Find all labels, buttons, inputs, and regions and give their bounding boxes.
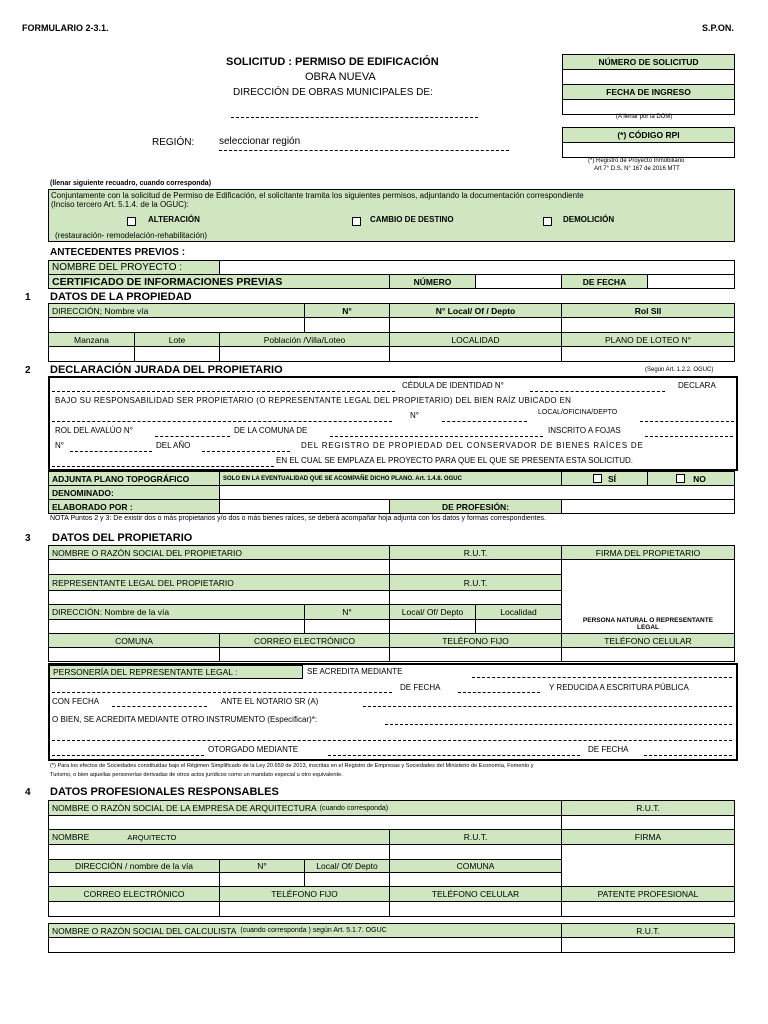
decl-bajo: BAJO SU RESPONSABILIDAD SER PROPIETARIO (O REPRESENTANTE LEGAL DEL PROPIETARIO) DEL BIEN RAÍZ UBICADO EN [55,396,572,405]
decl-n: N° [410,411,419,420]
profesion-label: DE PROFESIÓN: [389,499,562,514]
arq-celular-field[interactable] [389,901,562,917]
arq-fijo-label: TELÉFONO FIJO [219,886,390,902]
decl-ano-line[interactable] [202,451,290,452]
section-1-number: 1 [25,292,31,303]
pers-reducida: Y REDUCIDA A ESCRITURA PÚBLICA [549,683,689,692]
prop-n-field[interactable] [304,317,390,333]
permisos-line-2: (Inciso tercero Art. 5.1.4. de la OGUC): [51,200,189,209]
cambio-destino-label: CAMBIO DE DESTINO [370,215,454,224]
arq-local-label: Local/ Of/ Depto [304,859,390,873]
calculista-label-text: NOMBRE O RAZÓN SOCIAL DEL CALCULISTA [52,925,237,936]
prop-manzana-field[interactable] [48,346,135,362]
arq-firma-label: FIRMA [561,829,735,845]
cip-numero-label: NÚMERO [389,274,476,289]
cip-fecha-label: DE FECHA [561,274,648,289]
pers-notario: ANTE EL NOTARIO SR (A) [221,697,319,706]
pers-con-fecha: CON FECHA [52,697,100,706]
prop-n-label: N° [304,303,390,318]
prop-rut-field[interactable] [389,559,562,575]
codigo-rpi-field[interactable] [562,142,735,158]
pers-con-fecha-line[interactable] [112,706,207,707]
prop-poblacion-field[interactable] [219,346,390,362]
personeria-label: PERSONERÍA DEL REPRESENTANTE LEGAL : [49,665,303,679]
prop-rol-label: Rol SII [561,303,735,318]
arq-nombre-label [48,829,390,845]
plano-si-label: SÍ [607,473,617,484]
pers-fecha-line-2[interactable] [644,755,732,756]
decl-en-el-cual: EN EL CUAL SE EMPLAZA EL PROYECTO PARA QUE EL QUE SE PRESENTA ESTA SOLICITUD. [276,456,633,465]
cambio-destino-checkbox[interactable] [352,217,361,226]
prop-local-label: N° Local/ Of / Depto [389,303,562,318]
cip-numero-field[interactable] [475,274,562,289]
acredita-label: SE ACREDITA MEDIANTE [307,667,403,676]
calculista-label [48,923,562,938]
arq-patente-label: PATENTE PROFESIONAL [561,886,735,902]
pers-de-fecha: DE FECHA [400,683,441,692]
decl-fojas-line[interactable] [645,436,733,437]
prop-nombre-label: NOMBRE O RAZÓN SOCIAL DEL PROPIETARIO [48,545,390,560]
region-label: REGIÓN: [152,137,195,148]
arq-arquitecto-text: ARQUITECTO [127,832,177,842]
plano-si-checkbox[interactable] [593,474,602,483]
acredita-line[interactable] [472,677,732,678]
acredita-line-2[interactable] [52,692,392,693]
elaborado-field[interactable] [219,499,390,514]
decl-n2-line[interactable] [70,451,152,452]
decl-nombre-line[interactable] [52,391,395,392]
pers-fecha-line[interactable] [458,692,540,693]
nota-puntos: NOTA Puntos 2 y 3: De existir dos o más propietarios y/o dos o más bienes raíces, se deberá acompañar hoja adjunta con los datos y formas correspondientes. [50,515,546,522]
legal-text: LEGAL [636,624,660,631]
calculista-rut-field[interactable] [561,937,735,953]
rpi-note-2: Art 7° D.S. N° 167 de 2016 MTT [594,166,680,172]
region-underline [219,150,509,151]
permisos-note: (llenar siguiente recuadro, cuando corresponda) [50,180,212,187]
section-4-title: DATOS PROFESIONALES RESPONSABLES [50,786,279,798]
numero-solicitud-label: NÚMERO DE SOLICITUD [562,54,735,70]
prop3-comuna-field[interactable] [48,647,220,662]
section-4-number: 4 [25,787,31,798]
cip-label: CERTIFICADO DE INFORMACIONES PREVIAS [48,274,390,289]
decl-inscrito: INSCRITO A FOJAS [548,426,621,435]
prop-lote-label: Lote [134,332,220,347]
denominado-field[interactable] [219,485,735,500]
pers-otorgado: OTORGADO MEDIANTE [208,745,299,754]
prop3-celular-label: TELÉFONO CELULAR [561,633,735,648]
section-2-ref: (Según Art. 1.2.2. OGUC) [645,367,714,373]
arq-firma-field[interactable] [561,844,735,887]
decl-ano: DEL AÑO [156,441,191,450]
decl-comuna-line[interactable] [330,436,543,437]
cip-fecha-field[interactable] [647,274,735,289]
form-title: SOLICITUD : PERMISO DE EDIFICACIÓN [226,56,439,68]
rep-rut-field[interactable] [389,590,562,605]
alteracion-sub: (restauración- remodelación-rehabilitación) [55,231,208,240]
arq-direccion-field[interactable] [48,872,220,887]
denominado-label: DENOMINADO: [48,485,220,500]
pers-obien: O BIEN, SE ACREDITA MEDIANTE OTRO INSTRUMENTO (Especificar)*: [52,715,318,724]
decl-local-line[interactable] [640,421,734,422]
decl-cedula: CÉDULA DE IDENTIDAD N° [402,381,504,390]
rep-rut-label: R.U.T. [389,574,562,591]
prop3-local-field[interactable] [389,619,476,634]
decl-local: LOCAL/OFICINA/DEPTO [538,409,618,416]
empresa-rut-field[interactable] [561,815,735,830]
pers-obien-line[interactable] [385,724,732,725]
adjunta-plano-note: SOLO EN LA EVENTUALIDAD QUE SE ACOMPAÑE DICHO PLANO. Art. 1.4.8. OGUC [219,471,562,486]
prop-direccion-label: DIRECCIÓN; Nombre vía [48,303,305,318]
footnote-1: (*) Para los efectos de Sociedades constituidas bajo el Régimen Simplificado de la Ley 20.659 de 2013, inscritas en el Registro de Empresas y Sociedades del Ministerio de Economía, Fomento y [50,763,534,769]
plano-no-label: NO [693,473,706,484]
decl-n-line[interactable] [442,421,527,422]
prop3-local-label: Local/ Of/ Depto [389,604,476,620]
arq-fijo-field[interactable] [219,901,390,917]
elaborado-label: ELABORADO POR : [48,499,220,514]
prop-nombre-field[interactable] [48,559,390,575]
profesion-field[interactable] [561,499,735,514]
arq-rut-label: R.U.T. [389,829,562,845]
nombre-proyecto-label: NOMBRE DEL PROYECTO : [48,260,220,275]
rpi-note-1: (*) Registro de Proyecto Inmobiliario [588,158,685,164]
pers-obien-line-2[interactable] [52,740,732,741]
prop3-fijo-label: TELÉFONO FIJO [389,633,562,648]
arq-rut-field[interactable] [389,844,562,860]
rep-legal-label: REPRESENTANTE LEGAL DEL PROPIETARIO [48,574,390,591]
prop3-n-field[interactable] [304,619,390,634]
dom-label: DIRECCIÓN DE OBRAS MUNICIPALES DE: [233,87,433,98]
prop3-fijo-field[interactable] [389,647,562,662]
decl-rol: ROL DEL AVALÚO N° [55,426,133,435]
prop-lote-field[interactable] [134,346,220,362]
arq-nombre-field[interactable] [48,844,390,860]
arq-direccion-label: DIRECCIÓN / nombre de la vía [48,859,220,873]
arq-celular-label: TELÉFONO CELULAR [389,886,562,902]
section-3-title: DATOS DEL PROPIETARIO [52,532,193,544]
prop-manzana-label: Manzana [48,332,135,347]
footnote-2: Turismo, o bien aquellas personerías derivadas de otros actos jurídicos como un mandato especial u otro equivalente. [50,772,343,778]
decl-direccion-line[interactable] [52,421,392,422]
prop-direccion-field[interactable] [48,317,305,333]
decl-comuna: DE LA COMUNA DE [234,426,308,435]
pers-de-fecha-2: DE FECHA [588,745,629,754]
alteracion-checkbox[interactable] [127,217,136,226]
nombre-proyecto-field[interactable] [219,260,735,275]
section-1-title: DATOS DE LA PROPIEDAD [50,291,192,303]
arq-n-field[interactable] [219,872,305,887]
decl-cedula-line[interactable] [530,391,665,392]
prop-rol-field[interactable] [561,317,735,333]
persona-natural-text: PERSONA NATURAL O REPRESENTANTE [582,617,714,624]
prop3-localidad-label: Localidad [475,604,562,620]
demolicion-label: DEMOLICIÓN [563,215,615,224]
arq-correo-field[interactable] [48,901,220,917]
region-select[interactable]: seleccionar región [219,136,301,147]
empresa-cuando: (cuando corresponda) [319,804,389,812]
demolicion-checkbox[interactable] [543,217,552,226]
adjunta-plano-label: ADJUNTA PLANO TOPOGRÁFICO [48,471,220,486]
plano-no-cell [647,471,735,486]
prop3-celular-field[interactable] [561,647,735,662]
form-code: FORMULARIO 2-3.1. [22,23,109,33]
decl-rol-line[interactable] [155,436,230,437]
arq-nombre-text: NOMBRE [52,832,90,842]
permisos-line-1: Conjuntamente con la solicitud de Permiso de Edificación, el solicitante tramita los siguientes permisos, adjuntando la documentación correspondiente [51,191,584,200]
prop-localidad-field[interactable] [389,346,562,362]
plano-no-checkbox[interactable] [676,474,685,483]
firma-propietario-field[interactable] [561,559,735,634]
empresa-label [48,800,562,816]
arq-comuna-label: COMUNA [389,859,562,873]
fecha-ingreso-label: FECHA DE INGRESO [562,84,735,100]
pers-otorgado-pre-line[interactable] [52,755,204,756]
codigo-rpi-label: (*) CÓDIGO RPI [562,127,735,143]
pers-otorgado-line[interactable] [328,755,580,756]
arq-patente-field[interactable] [561,901,735,917]
section-2-title: DECLARACIÓN JURADA DEL PROPIETARIO [50,364,283,376]
empresa-label-text: NOMBRE O RAZÓN SOCIAL DE LA EMPRESA DE ARQUITECTURA [52,803,317,813]
decl-n2: N° [55,441,64,450]
section-3-number: 3 [25,533,31,544]
prop-plano-label: PLANO DE LOTEO N° [561,332,735,347]
prop3-n-label: N° [304,604,390,620]
agency-code: S.P.ON. [702,23,734,33]
prop3-comuna-label: COMUNA [48,633,220,648]
prop-local-field[interactable] [389,317,562,333]
empresa-field[interactable] [48,815,562,830]
arq-local-field[interactable] [304,872,390,887]
plano-si-cell [561,471,648,486]
llenar-dom-note: (A llenar por la DOM) [616,114,673,120]
calculista-rut-label: R.U.T. [561,923,735,938]
prop-rut-label: R.U.T. [389,545,562,560]
prop3-direccion-label: DIRECCIÓN: Nombre de la vía [48,604,305,620]
alteracion-label: ALTERACIÓN [148,215,200,224]
decl-registro: DEL REGISTRO DE PROPIEDAD DEL CONSERVADOR DE BIENES RAÍCES DE [301,441,644,450]
calculista-cuando: (cuando corresponda ) según Art. 5.1.7. OGUC [240,927,387,934]
arq-correo-label: CORREO ELECTRÓNICO [48,886,220,902]
form-subtitle: OBRA NUEVA [305,71,376,83]
decl-cbr-line[interactable] [52,466,274,467]
prop3-correo-label: CORREO ELECTRÓNICO [219,633,390,648]
prop3-localidad-field[interactable] [475,619,562,634]
prop-plano-field[interactable] [561,346,735,362]
rep-legal-field[interactable] [48,590,390,605]
decl-declara: DECLARA [678,381,716,390]
fecha-ingreso-field[interactable] [562,99,735,115]
prop3-direccion-field[interactable] [48,619,305,634]
arq-comuna-field[interactable] [389,872,562,887]
pers-notario-line[interactable] [363,706,732,707]
section-2-number: 2 [25,365,31,376]
prop3-correo-field[interactable] [219,647,390,662]
prop-poblacion-label: Población /Villa/Loteo [219,332,390,347]
antecedentes-title: ANTECEDENTES PREVIOS : [50,247,186,258]
firma-propietario-label: FIRMA DEL PROPIETARIO [561,545,735,560]
arq-n-label: N° [219,859,305,873]
prop-localidad-label: LOCALIDAD [389,332,562,347]
empresa-rut-label: R.U.T. [561,800,735,816]
calculista-field[interactable] [48,937,562,953]
dom-input-line[interactable] [231,117,478,118]
numero-solicitud-field[interactable] [562,69,735,85]
